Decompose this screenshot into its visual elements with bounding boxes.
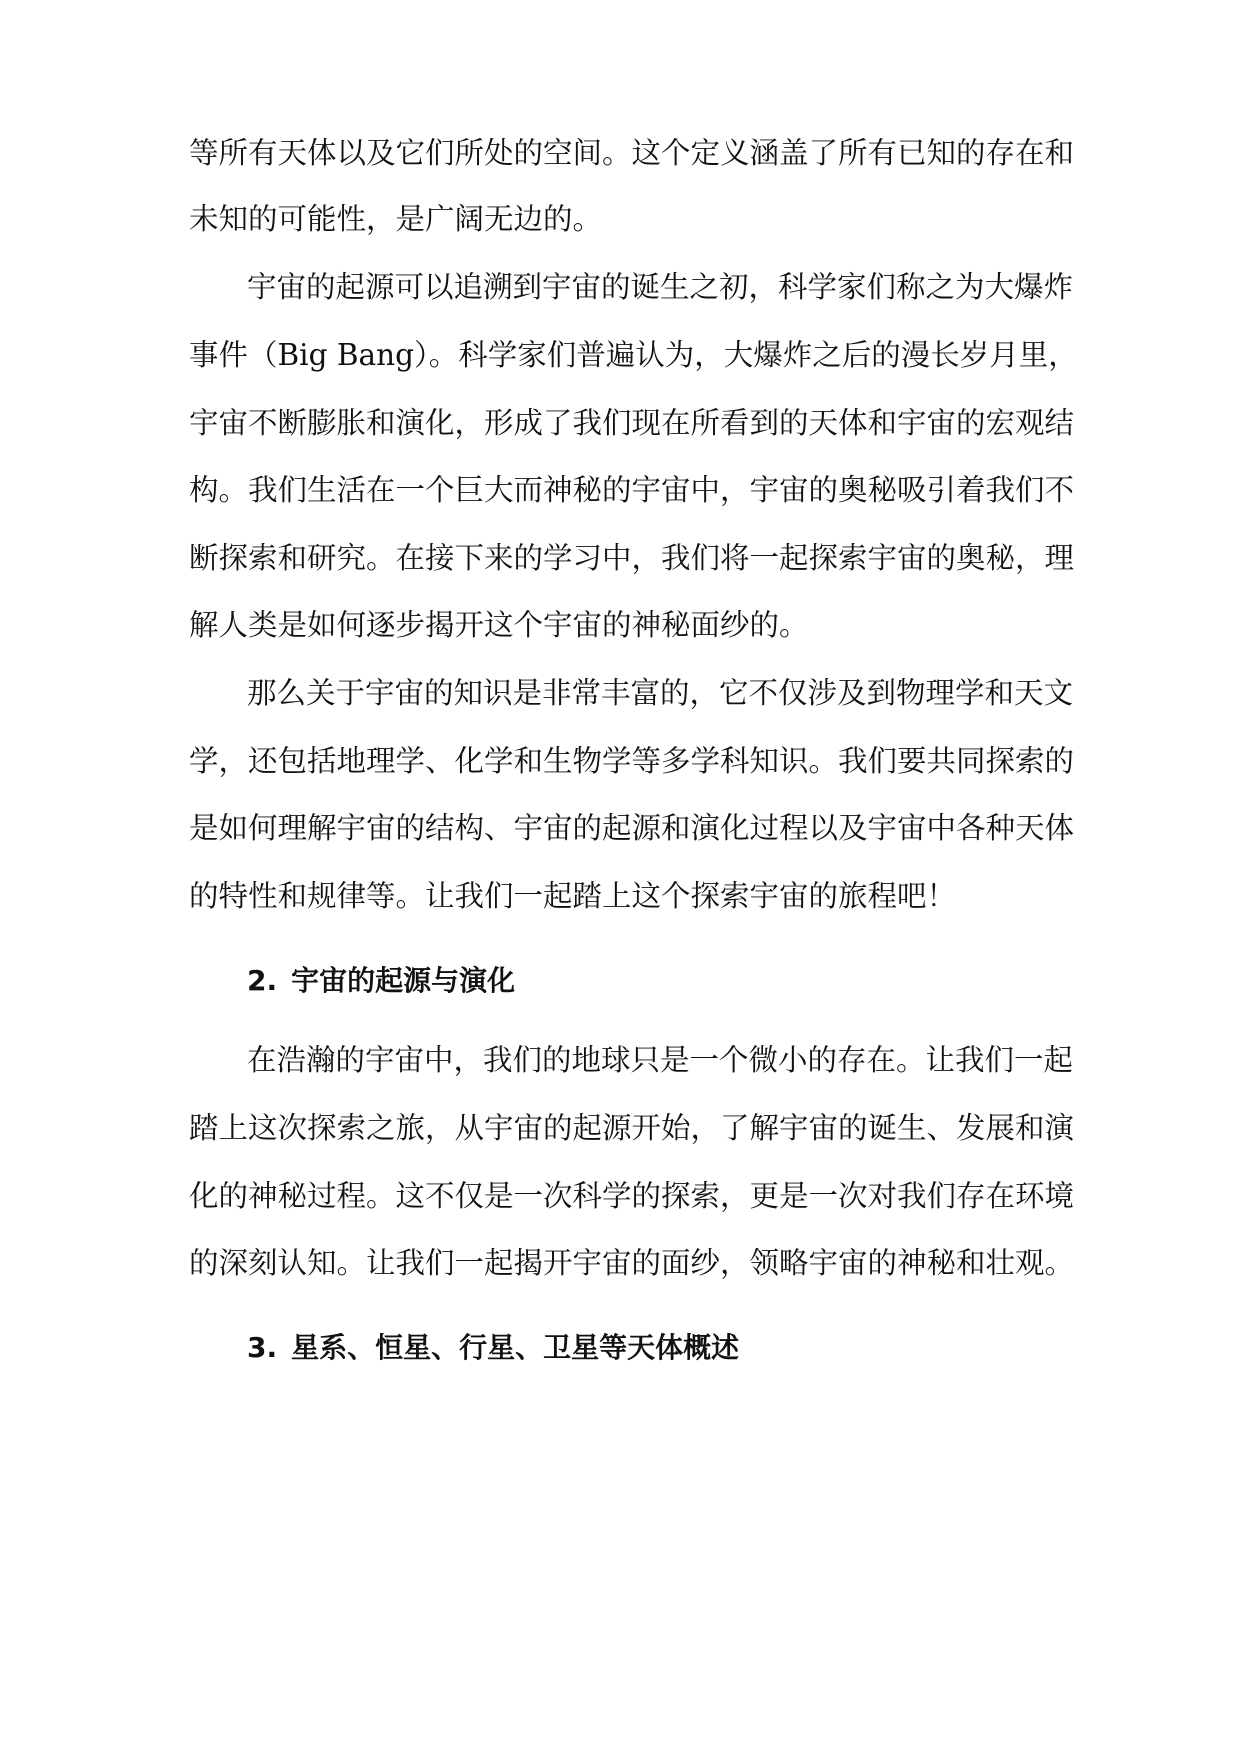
text-line: 是如何理解宇宙的结构、宇宙的起源和演化过程以及宇宙中各种天体 (189, 811, 1075, 845)
text-line: 的深刻认知。让我们一起揭开宇宙的面纱，领略宇宙的神秘和壮观。 (189, 1246, 1075, 1280)
section-title: 星系、恒星、行星、卫星等天体概述 (291, 1331, 740, 1364)
text-line: 等所有天体以及它们所处的空间。这个定义涵盖了所有已知的存在和 (189, 136, 1075, 170)
section-heading (247, 1318, 739, 1378)
text-line: 学，还包括地理学、化学和生物学等多学科知识。我们要共同探索的 (189, 744, 1075, 778)
text-line: 宇宙的起源可以追溯到宇宙的诞生之初，科学家们称之为大爆炸 (247, 270, 1074, 304)
text-line: 宇宙不断膨胀和演化，形成了我们现在所看到的天体和宇宙的宏观结 (189, 406, 1075, 440)
section-number: 2. (247, 964, 278, 997)
text-line: 事件（Big Bang）。科学家们普遍认为，大爆炸之后的漫长岁月里， (189, 338, 1078, 372)
text-line: 解人类是如何逐步揭开这个宇宙的神秘面纱的。 (189, 608, 809, 642)
text-line: 的特性和规律等。让我们一起踏上这个探索宇宙的旅程吧！ (189, 879, 957, 913)
text-line: 在浩瀚的宇宙中，我们的地球只是一个微小的存在。让我们一起 (247, 1043, 1074, 1077)
text-line: 断探索和研究。在接下来的学习中，我们将一起探索宇宙的奥秘，理 (189, 541, 1075, 575)
section-title: 宇宙的起源与演化 (291, 964, 516, 997)
section-heading (247, 951, 515, 1011)
section-number: 3. (247, 1331, 278, 1364)
text-line: 化的神秘过程。这不仅是一次科学的探索，更是一次对我们存在环境 (189, 1179, 1075, 1213)
text-line: 那么关于宇宙的知识是非常丰富的，它不仅涉及到物理学和天文 (247, 676, 1074, 710)
text-line: 未知的可能性，是广阔无边的。 (189, 202, 603, 236)
text-line: 踏上这次探索之旅，从宇宙的起源开始，了解宇宙的诞生、发展和演 (189, 1111, 1075, 1145)
text-line: 构。我们生活在一个巨大而神秘的宇宙中，宇宙的奥秘吸引着我们不 (189, 473, 1075, 507)
